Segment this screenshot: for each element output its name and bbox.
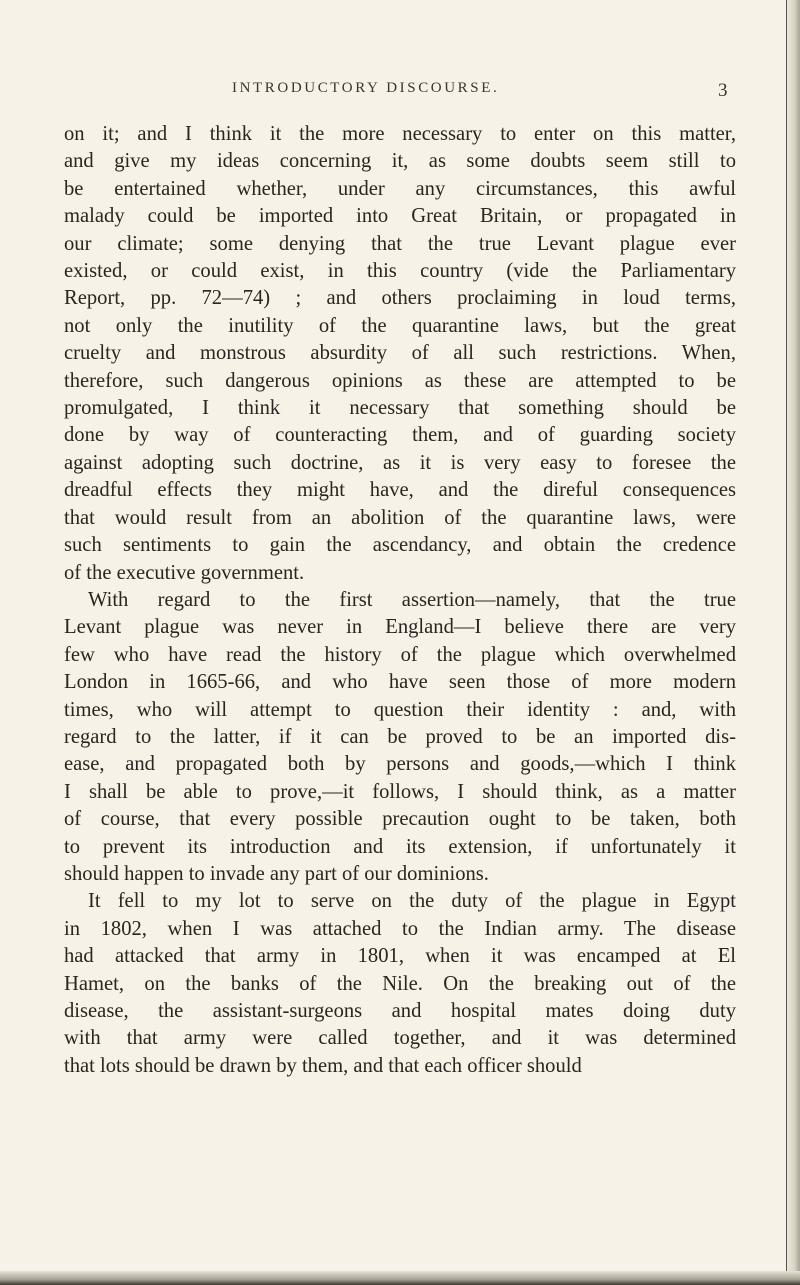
paragraph — [64, 121, 736, 587]
text-line: that would result from an abolition of the quarantine laws, were — [64, 506, 736, 529]
running-head — [0, 80, 800, 106]
paragraph — [64, 587, 736, 888]
text-line: disease, the assistant-surgeons and hospital mates doing duty — [64, 1000, 736, 1022]
text-line: Levant plague was never in England—I believe there are very — [64, 616, 736, 639]
text-line: on it; and I think it the more necessary to enter on this matter, — [64, 123, 736, 145]
text-line: of course, that every possible precaution ought to be taken, both — [64, 808, 736, 831]
running-title: INTRODUCTORY DISCOURSE. — [232, 80, 500, 96]
text-line: and give my ideas concerning it, as some doubts seem still to — [64, 150, 736, 173]
page-edge-right — [786, 0, 800, 1285]
text-line: to prevent its introduction and its extension, if unfortunately it — [64, 835, 736, 858]
text-line: that lots should be drawn by them, and that each officer should — [64, 1054, 582, 1077]
text-line: be entertained whether, under any circumstances, this awful — [64, 177, 736, 200]
text-line: cruelty and monstrous absurdity of all such restrictions. When, — [64, 342, 736, 365]
text-line: with that army were called together, and it was determined — [64, 1027, 736, 1050]
text-line: times, who will attempt to question their identity : and, with — [64, 698, 736, 721]
text-line: against adopting such doctrine, as it is very easy to foresee the — [64, 451, 736, 474]
text-line: dreadful effects they might have, and the direful consequences — [64, 479, 736, 502]
text-line: Hamet, on the banks of the Nile. On the breaking out of the — [64, 972, 736, 995]
text-line: should happen to invade any part of our dominions. — [64, 862, 489, 885]
page-edge-bottom — [0, 1271, 800, 1285]
text-line: our climate; some denying that the true Levant plague ever — [64, 232, 736, 255]
body-text — [64, 121, 736, 1080]
text-line: malady could be imported into Great Britain, or propagated in — [64, 205, 736, 228]
page-number: 3 — [718, 80, 728, 101]
text-line: in 1802, when I was attached to the Indian army. The disease — [64, 917, 736, 940]
text-line: London in 1665-66, and who have seen those of more modern — [64, 671, 736, 694]
paragraph — [64, 888, 736, 1080]
text-line: regard to the latter, if it can be proved to be an imported dis- — [64, 725, 736, 748]
text-line: had attacked that army in 1801, when it was encamped at El — [64, 945, 736, 968]
text-line: ease, and propagated both by persons and goods,—which I think — [64, 753, 736, 776]
text-line: promulgated, I think it necessary that something should be — [64, 397, 736, 420]
text-line: existed, or could exist, in this country (vide the Parliamentary — [64, 260, 736, 283]
page-edge-line — [786, 0, 787, 1285]
text-line: not only the inutility of the quarantine laws, but the great — [64, 314, 736, 337]
text-line: therefore, such dangerous opinions as these are attempted to be — [64, 369, 736, 392]
text-line: With regard to the first assertion—namely, that the true — [88, 588, 736, 611]
text-line: Report, pp. 72—74) ; and others proclaiming in loud terms, — [64, 287, 736, 310]
text-line: of the executive government. — [64, 561, 305, 584]
text-line: I shall be able to prove,—it follows, I should think, as a matter — [64, 780, 736, 803]
text-line: It fell to my lot to serve on the duty of the plague in Egypt — [88, 890, 736, 913]
text-line: such sentiments to gain the ascendancy, and obtain the credence — [64, 534, 736, 557]
text-line: done by way of counteracting them, and of guarding society — [64, 424, 736, 447]
text-line: few who have read the history of the plague which overwhelmed — [64, 643, 736, 666]
